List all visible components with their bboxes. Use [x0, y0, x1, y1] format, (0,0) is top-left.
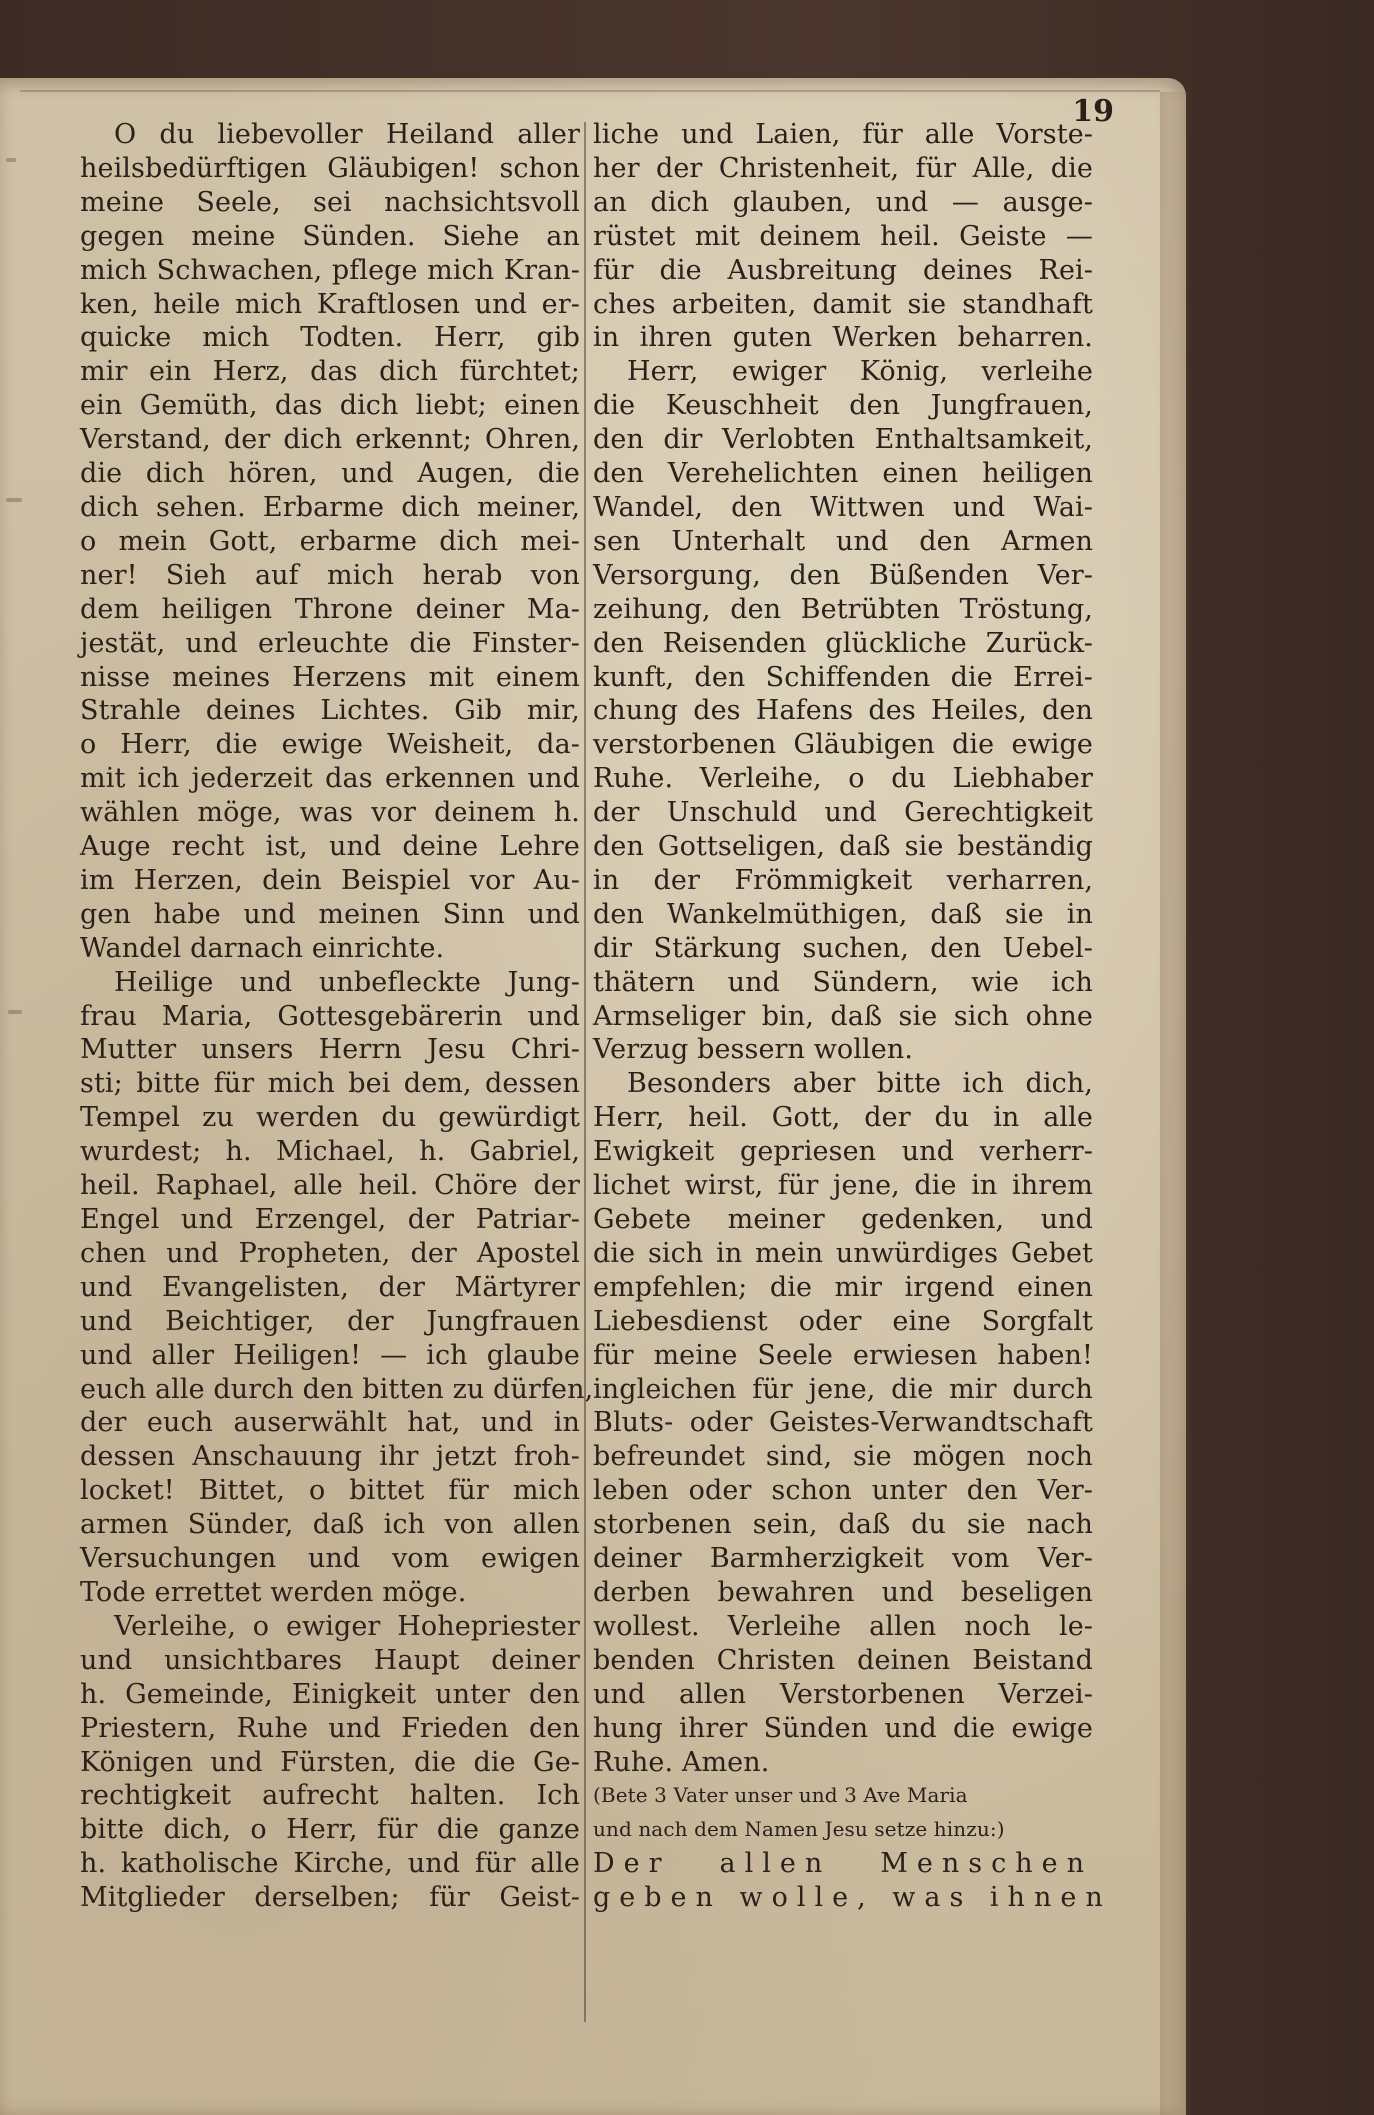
text-line: h. katholische Kirche, und für alle [80, 1848, 580, 1880]
text-line: dir Stärkung suchen, den Uebel- [593, 932, 1093, 964]
text-line: Verleihe, o ewiger Hohepriester [114, 1610, 580, 1642]
text-line: Heilige und unbefleckte Jung- [114, 966, 580, 998]
text-line: Mutter unsers Herrn Jesu Chri- [80, 1034, 580, 1066]
text-line: ein Gemüth, das dich liebt; einen [80, 390, 580, 422]
text-line: wurdest; h. Michael, h. Gabriel, [80, 1136, 580, 1168]
text-line: mit ich jederzeit das erkennen und [80, 763, 580, 795]
text-line: heil. Raphael, alle heil. Chöre der [80, 1170, 580, 1202]
text-line: in ihren guten Werken beharren. [593, 322, 1093, 354]
text-line: Bluts- oder Geistes-Verwandtschaft [593, 1407, 1093, 1439]
text-line: ingleichen für jene, die mir durch [593, 1373, 1093, 1405]
text-line: Armseliger bin, daß sie sich ohne [593, 1000, 1093, 1032]
text-line: O du liebevoller Heiland aller [114, 119, 580, 150]
text-line: dich sehen. Erbarme dich meiner, [80, 491, 580, 523]
text-line: Besonders aber bitte ich dich, [627, 1068, 1093, 1100]
text-line: ken, heile mich Kraftlosen und er- [80, 288, 580, 320]
text-line: Gebete meiner gedenken, und [593, 1204, 1093, 1235]
text-line: und allen Verstorbenen Verzei- [593, 1678, 1093, 1710]
text-line: befreundet sind, sie mögen noch [593, 1441, 1093, 1473]
left-text-column [80, 118, 594, 1915]
text-line: verstorbenen Gläubigen die ewige [593, 729, 1093, 761]
text-line: chen und Propheten, der Apostel [80, 1237, 580, 1269]
text-line: frau Maria, Gottesgebärerin und [80, 1000, 580, 1032]
text-line: die sich in mein unwürdiges Gebet [593, 1237, 1093, 1269]
text-line: Ruhe. Amen. [593, 1746, 770, 1778]
text-line: den Gottseligen, daß sie beständig [593, 831, 1093, 863]
text-line: in der Frömmigkeit verharren, [593, 864, 1093, 896]
text-line: (Bete 3 Vater unser und 3 Ave Maria [593, 1783, 968, 1808]
text-line: rechtigkeit aufrecht halten. Ich [80, 1780, 580, 1812]
text-line: dessen Anschauung ihr jetzt froh- [80, 1441, 580, 1473]
text-line: jestät, und erleuchte die Finster- [80, 627, 580, 659]
text-line: ches arbeiten, damit sie standhaft [593, 288, 1093, 320]
text-line: derben bewahren und beseligen [593, 1576, 1093, 1608]
text-line: Engel und Erzengel, der Patriar- [80, 1204, 580, 1235]
text-line: mir ein Herz, das dich fürchtet; [80, 356, 580, 388]
text-line: und aller Heiligen! — ich glaube [80, 1339, 580, 1371]
text-line: chung des Hafens des Heiles, den [593, 695, 1093, 727]
text-line: h. Gemeinde, Einigkeit unter den [80, 1678, 580, 1710]
text-line: geben wolle, was ihnen [593, 1882, 1112, 1914]
page-edge-shadow [1160, 92, 1192, 2115]
text-line: der euch auserwählt hat, und in [80, 1407, 580, 1439]
text-line: wählen möge, was vor deinem h. [80, 797, 580, 829]
text-line: Verstand, der dich erkennt; Ohren, [80, 424, 580, 456]
text-line: und Evangelisten, der Märtyrer [80, 1271, 580, 1303]
header-rule [20, 90, 1160, 92]
text-line: Königen und Fürsten, die die Ge- [80, 1746, 580, 1778]
text-line: deiner Barmherzigkeit vom Ver- [593, 1543, 1093, 1575]
margin-mark [6, 498, 22, 502]
text-line: sen Unterhalt und den Armen [593, 525, 1093, 557]
text-line: Wandel darnach einrichte. [80, 932, 445, 964]
text-line: die Keuschheit den Jungfrauen, [593, 390, 1093, 422]
text-line: Strahle deines Lichtes. Gib mir, [80, 695, 580, 727]
text-line: den Wankelmüthigen, daß sie in [593, 898, 1093, 930]
text-line: Tempel zu werden du gewürdigt [80, 1102, 580, 1134]
text-line: liche und Laien, für alle Vorste- [593, 119, 1093, 150]
text-line: den Reisenden glückliche Zurück- [593, 627, 1093, 659]
text-line: heilsbedürftigen Gläubigen! schon [80, 152, 580, 184]
text-line: Versorgung, den Büßenden Ver- [593, 559, 1093, 591]
text-line: Herr, ewiger König, verleihe [627, 356, 1093, 388]
text-line: und unsichtbares Haupt deiner [80, 1644, 580, 1676]
text-line: für die Ausbreitung deines Rei- [593, 254, 1093, 286]
text-line: Liebesdienst oder eine Sorgfalt [593, 1305, 1093, 1337]
text-line: her der Christenheit, für Alle, die [593, 152, 1093, 184]
text-line: dem heiligen Throne deiner Ma- [80, 593, 580, 625]
text-line: mich Schwachen, pflege mich Kran- [80, 254, 580, 286]
text-line: hung ihrer Sünden und die ewige [593, 1712, 1093, 1744]
margin-mark [6, 158, 16, 162]
text-line: storbenen sein, daß du sie nach [593, 1509, 1093, 1541]
text-line: Priestern, Ruhe und Frieden den [80, 1712, 580, 1744]
text-line: rüstet mit deinem heil. Geiste — [593, 220, 1093, 252]
text-line: und nach dem Namen Jesu setze hinzu:) [593, 1817, 1005, 1842]
page-number: 19 [1072, 94, 1114, 129]
text-line: meine Seele, sei nachsichtsvoll [80, 186, 580, 218]
text-line: Ruhe. Verleihe, o du Liebhaber [593, 763, 1093, 795]
margin-mark [8, 1010, 22, 1014]
text-line: Auge recht ist, und deine Lehre [80, 831, 580, 863]
text-line: kunft, den Schiffenden die Errei- [593, 661, 1093, 693]
text-line: lichet wirst, für jene, die in ihrem [593, 1170, 1093, 1202]
text-line: leben oder schon unter den Ver- [593, 1475, 1093, 1507]
text-line: wollest. Verleihe allen noch le- [593, 1610, 1093, 1642]
text-line: thätern und Sündern, wie ich [593, 966, 1093, 998]
text-line: Ewigkeit gepriesen und verherr- [593, 1136, 1093, 1168]
text-line: nisse meines Herzens mit einem [80, 661, 580, 693]
text-line: Verzug bessern wollen. [593, 1034, 914, 1066]
text-line: sti; bitte für mich bei dem, dessen [80, 1068, 580, 1100]
text-line: gen habe und meinen Sinn und [80, 898, 580, 930]
text-line: armen Sünder, daß ich von allen [80, 1509, 580, 1541]
text-line: Herr, heil. Gott, der du in alle [593, 1102, 1093, 1134]
text-line: zeihung, den Betrübten Tröstung, [593, 593, 1093, 625]
text-line: im Herzen, dein Beispiel vor Au- [80, 864, 580, 896]
text-line: Versuchungen und vom ewigen [80, 1543, 580, 1575]
text-line: Wandel, den Wittwen und Wai- [593, 491, 1093, 523]
text-line: gegen meine Sünden. Siehe an [80, 220, 580, 252]
text-line: Tode errettet werden möge. [80, 1576, 467, 1608]
text-line: benden Christen deinen Beistand [593, 1644, 1093, 1676]
column-divider [584, 122, 586, 2022]
text-line: empfehlen; die mir irgend einen [593, 1271, 1093, 1303]
text-line: bitte dich, o Herr, für die ganze [80, 1814, 580, 1846]
text-line: Mitglieder derselben; für Geist- [80, 1882, 580, 1914]
text-line: Der allen Menschen [593, 1848, 1093, 1880]
text-line: der Unschuld und Gerechtigkeit [593, 797, 1093, 829]
text-line: o mein Gott, erbarme dich mei- [80, 525, 580, 557]
text-line: euch alle durch den bitten zu dürfen, [80, 1373, 594, 1405]
text-line: locket! Bittet, o bittet für mich [80, 1475, 580, 1507]
text-line: und Beichtiger, der Jungfrauen [80, 1305, 580, 1337]
text-line: o Herr, die ewige Weisheit, da- [80, 729, 580, 761]
text-line: für meine Seele erwiesen haben! [593, 1339, 1093, 1371]
text-line: die dich hören, und Augen, die [80, 458, 580, 490]
text-line: ner! Sieh auf mich herab von [80, 559, 580, 591]
text-line: an dich glauben, und — ausge- [593, 186, 1093, 218]
text-line: den Verehelichten einen heiligen [593, 458, 1093, 490]
right-text-column [593, 118, 1112, 1915]
text-line: den dir Verlobten Enthaltsamkeit, [593, 424, 1093, 456]
text-line: quicke mich Todten. Herr, gib [80, 322, 580, 354]
